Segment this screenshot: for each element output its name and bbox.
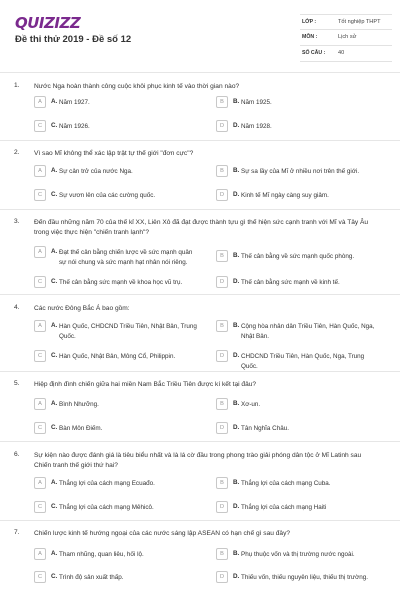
option-marker: B (216, 250, 228, 262)
subject-value: Lịch sử (338, 34, 357, 40)
option-text: CHDCND Triều Tiên, Hàn Quốc, Nga, Trung Quốc. (241, 353, 365, 370)
option-text: Sự cản trở của nước Nga. (59, 168, 133, 175)
question-number: 6. (14, 451, 20, 458)
question-divider (0, 441, 400, 442)
option-letter: B. (233, 400, 240, 407)
question-number: 1. (14, 82, 20, 89)
option-marker: C (34, 350, 46, 362)
exam-title: Đề thi thử 2019 - Đề số 12 (15, 34, 132, 45)
option-letter: A. (51, 167, 58, 174)
option-marker: D (216, 120, 228, 132)
option-text: Thế cân bằng về sức mạnh quốc phòng. (241, 253, 355, 260)
option-marker: C (34, 276, 46, 288)
question-text: Nước Nga hoàn thành công cuộc khôi phục kinh tế vào thời gian nào? (34, 83, 240, 90)
option-text: Sự sa lầy của Mĩ ở nhiều nơi trên thế giới. (241, 168, 360, 175)
option-letter: C. (51, 191, 58, 198)
option-marker: D (216, 276, 228, 288)
option-marker: B (216, 165, 228, 177)
option-text: Phụ thuộc vốn và thị trường nước ngoài. (241, 551, 355, 558)
option-letter: D. (233, 573, 240, 580)
option-marker: D (216, 422, 228, 434)
option-text: Thế cân bằng sức mạnh về khoa học vũ trụ. (59, 279, 183, 286)
option-text: Năm 1927. (59, 99, 90, 106)
option-text: Thắng lợi của cách mạng Cuba. (241, 480, 331, 487)
option-letter: A. (51, 550, 58, 557)
option-letter: A. (51, 479, 58, 486)
question-number: 4. (14, 304, 20, 311)
option-letter: D. (233, 122, 240, 129)
option-text: Tân Nghĩa Châu. (241, 425, 289, 432)
option-marker: A (34, 548, 46, 560)
option-marker: D (216, 501, 228, 513)
option-text: Thiếu vốn, thiếu nguyên liệu, thiếu thị trường. (241, 574, 369, 581)
question-divider (0, 209, 400, 210)
option-marker: A (34, 96, 46, 108)
option-marker: B (216, 320, 228, 332)
question-number: 3. (14, 218, 20, 225)
option-text: Đạt thế cân bằng chiến lược về sức mạnh quân sự nói chung và sức mạnh hạt nhân nói riêng. (59, 249, 193, 266)
option-text: Cộng hòa nhân dân Triều Tiên, Hàn Quốc, Nga, Nhật Bản. (241, 323, 375, 340)
option-marker: A (34, 246, 46, 258)
question-divider (0, 72, 400, 73)
option-marker: B (216, 477, 228, 489)
question-divider (0, 140, 400, 141)
exam-meta-table (300, 14, 392, 62)
option-letter: A. (51, 322, 58, 329)
class-label: LỚP : (302, 19, 317, 25)
option-text: Thắng lợi của cách mạng Mêhicô. (59, 504, 154, 511)
question-text: Đến đầu những năm 70 của thế kỉ XX, Liên Xô đã đạt được thành tựu gì thế hiện sức cạnh tranh với Mĩ và Tây Âu trong việc thực hiện "chiến tranh lạnh"? (34, 219, 369, 236)
question-number: 2. (14, 149, 20, 156)
option-letter: D. (233, 503, 240, 510)
question-count-label: SỐ CÂU : (302, 50, 326, 56)
option-letter: B. (233, 322, 240, 329)
option-text: Hàn Quốc, Nhật Bản, Mông Cổ, Philippin. (59, 353, 176, 360)
option-letter: B. (233, 479, 240, 486)
question-number: 5. (14, 380, 20, 387)
option-marker: C (34, 571, 46, 583)
option-marker: C (34, 501, 46, 513)
option-letter: B. (233, 252, 240, 259)
subject-label: MÔN : (302, 34, 318, 40)
meta-row-subject (300, 30, 392, 46)
option-marker: C (34, 120, 46, 132)
question-text: Chiến lược kinh tế hướng ngoại của các nước sáng lập ASEAN có hạn chế gì sau đây? (34, 530, 291, 537)
option-marker: A (34, 398, 46, 410)
question-divider (0, 371, 400, 372)
option-text: Thế cân bằng sức mạnh về kinh tế. (241, 279, 340, 286)
option-letter: B. (233, 98, 240, 105)
option-letter: C. (51, 122, 58, 129)
option-letter: B. (233, 550, 240, 557)
meta-row-class (300, 14, 392, 30)
option-text: Bình Nhưỡng. (59, 401, 99, 408)
option-text: Xơ-un. (241, 401, 261, 408)
option-marker: C (34, 189, 46, 201)
option-text: Thắng lợi của cách mạng Ecuađo. (59, 480, 155, 487)
option-letter: C. (51, 503, 58, 510)
option-letter: A. (51, 400, 58, 407)
question-text: Vì sao Mĩ không thể xác lập trật tự thế giới "đơn cực"? (34, 150, 194, 157)
option-letter: B. (233, 167, 240, 174)
option-marker: A (34, 165, 46, 177)
option-text: Kinh tế Mĩ ngày càng suy giảm. (241, 192, 329, 199)
option-marker: D (216, 189, 228, 201)
question-divider (0, 294, 400, 295)
option-text: Bàn Môn Điếm. (59, 425, 103, 432)
question-count-value: 40 (338, 50, 345, 56)
option-letter: C. (51, 573, 58, 580)
question-number: 7. (14, 529, 20, 536)
meta-row-count (300, 46, 392, 62)
option-letter: A. (51, 248, 58, 255)
option-marker: A (34, 320, 46, 332)
option-marker: B (216, 96, 228, 108)
option-text: Tham nhũng, quan liêu, hối lộ. (59, 551, 144, 558)
quizizz-logo: QUIZIZZ (15, 14, 81, 32)
option-text: Thắng lợi của cách mạng Haiti (241, 504, 327, 511)
option-marker: D (216, 571, 228, 583)
page-header (0, 0, 400, 70)
option-letter: D. (233, 424, 240, 431)
option-letter: C. (51, 278, 58, 285)
option-marker: B (216, 548, 228, 560)
question-text: Các nước Đông Bắc Á bao gồm: (34, 305, 130, 312)
option-text: Hàn Quốc, CHDCND Triều Tiên, Nhật Bản, Trung Quốc. (59, 323, 197, 340)
option-letter: C. (51, 424, 58, 431)
option-letter: C. (51, 352, 58, 359)
option-letter: D. (233, 191, 240, 198)
option-marker: D (216, 350, 228, 362)
option-marker: A (34, 477, 46, 489)
option-letter: A. (51, 98, 58, 105)
option-letter: D. (233, 352, 240, 359)
option-text: Trình độ sản xuất thấp. (59, 574, 124, 581)
question-text: Sự kiện nào được đánh giá là tiêu biểu nhất và là lá cờ đầu trong phong trào giải phóng dân tộc ở Mĩ Latinh sau Chiến tranh thế giới thứ hai? (34, 452, 362, 469)
option-marker: C (34, 422, 46, 434)
option-text: Năm 1928. (241, 123, 272, 130)
option-text: Sự vươn lên của các cường quốc. (59, 192, 156, 199)
class-value: Tốt nghiệp THPT (338, 19, 381, 25)
question-text: Hiệp định đình chiến giữa hai miền Nam Bắc Triều Tiên được kí kết tại đâu? (34, 381, 257, 388)
option-text: Năm 1926. (59, 123, 90, 130)
option-text: Năm 1925. (241, 99, 272, 106)
question-divider (0, 520, 400, 521)
option-letter: D. (233, 278, 240, 285)
option-marker: B (216, 398, 228, 410)
